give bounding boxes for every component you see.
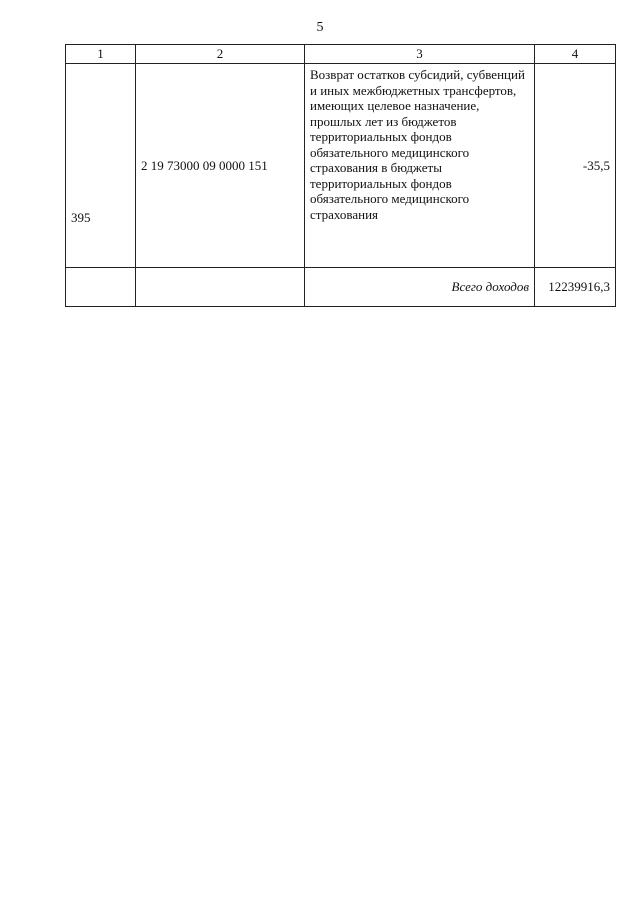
page-number: 5 (316, 20, 324, 35)
header-col-2: 2 (136, 45, 305, 64)
total-value: 12239916,3 (535, 268, 616, 307)
row-amount: -35,5 (535, 64, 616, 268)
budget-code: 2 19 73000 09 0000 151 (136, 64, 305, 268)
header-col-1: 1 (66, 45, 136, 64)
revenue-table (65, 44, 616, 307)
total-empty-cell-2 (136, 268, 305, 307)
row-description: Возврат остатков субсидий, субвенций и иных межбюджетных трансфертов, имеющих целевое назначение, прошлых лет из бюджетов территориальных фондов обязательного медицинского страхования в бюджеты территориальных фондов обязательного медицинского страхования (305, 64, 535, 268)
total-row (66, 268, 616, 307)
total-label: Всего доходов (305, 268, 535, 307)
header-col-3: 3 (305, 45, 535, 64)
row-number: 395 (66, 64, 136, 268)
total-empty-cell-1 (66, 268, 136, 307)
header-col-4: 4 (535, 45, 616, 64)
table-header-row (66, 45, 616, 64)
table-row (66, 64, 616, 268)
